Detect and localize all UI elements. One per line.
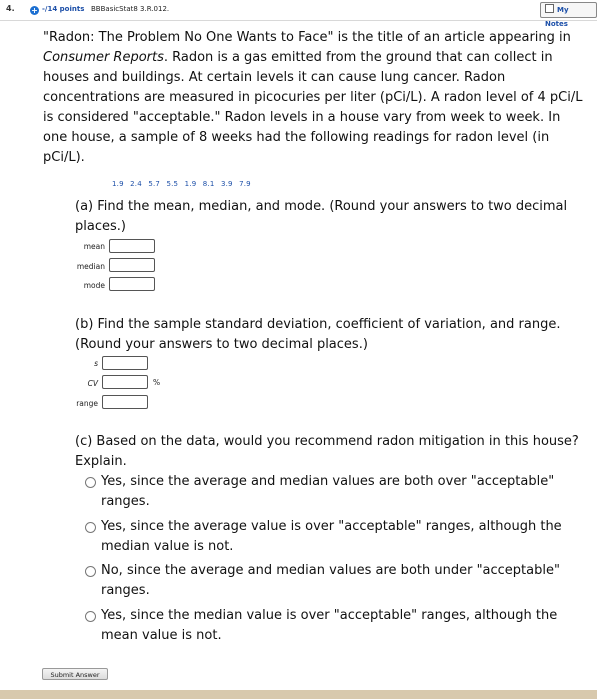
option-3-label[interactable]: No, since the average and median values are both under "acceptable" ranges. xyxy=(101,563,560,598)
question-intro xyxy=(43,28,583,168)
option-1-radio[interactable] xyxy=(85,477,96,488)
option-3-radio[interactable] xyxy=(85,566,96,577)
s-label: s xyxy=(94,359,98,368)
cv-label: CV xyxy=(87,379,98,388)
option-1-label[interactable]: Yes, since the average and median values are both over "acceptable" ranges. xyxy=(101,474,555,509)
option-4-radio[interactable] xyxy=(85,611,96,622)
cv-percent-unit: % xyxy=(153,378,161,387)
my-notes-label: My Notes xyxy=(545,6,569,28)
s-input[interactable] xyxy=(102,356,148,370)
part-a-prompt: (a) Find the mean, median, and mode. (Round your answers to two decimal places.) xyxy=(75,199,568,234)
question-header xyxy=(0,0,597,28)
intro-quote: "Radon: The Problem No One Wants to Face" is the title of an article appearing in xyxy=(43,30,571,45)
mode-input[interactable] xyxy=(109,277,155,291)
my-notes-button[interactable] xyxy=(540,2,597,28)
expand-plus-icon[interactable]: + xyxy=(31,6,38,15)
mean-input[interactable] xyxy=(109,239,155,253)
part-b-prompt: (b) Find the sample standard deviation, coefficient of variation, and range. (Round your answers to two decimal places.) xyxy=(75,317,561,352)
option-2-label[interactable]: Yes, since the average value is over "acceptable" ranges, although the median value is not. xyxy=(101,519,562,554)
mean-label: mean xyxy=(83,242,105,251)
median-label: median xyxy=(76,262,105,271)
intro-rest: . Radon is a gas emitted from the ground that can collect in houses and buildings. At certain levels it can cause lung cancer. Radon concentrations are measured in picocuries per liter (pCi/L). A radon level of 4 pCi/L is considered "acceptable." Radon levels in a house vary from week to week. In one house, a sample of 8 weeks had the following readings for radon level (in pCi/L). xyxy=(43,50,583,165)
notes-checkbox-icon xyxy=(545,4,554,13)
bottom-divider-strip xyxy=(0,690,597,699)
submit-answer-button[interactable]: Submit Answer xyxy=(42,668,108,680)
points-label: -/14 points xyxy=(42,5,85,13)
question-source: BBBasicStat8 3.R.012. xyxy=(91,5,170,13)
part-c-prompt: (c) Based on the data, would you recommend radon mitigation in this house? Explain. xyxy=(75,434,579,469)
median-input[interactable] xyxy=(109,258,155,272)
question-number: 4. xyxy=(6,4,15,13)
data-values: 1.9 2.4 5.7 5.5 1.9 8.1 3.9 7.9 xyxy=(112,180,251,188)
range-label: range xyxy=(76,399,98,408)
intro-publication: Consumer Reports xyxy=(43,50,164,65)
mode-label: mode xyxy=(83,281,105,290)
option-4-label[interactable]: Yes, since the median value is over "acceptable" ranges, although the mean value is not. xyxy=(101,608,558,643)
cv-input[interactable] xyxy=(102,375,148,389)
option-2-radio[interactable] xyxy=(85,522,96,533)
range-input[interactable] xyxy=(102,395,148,409)
